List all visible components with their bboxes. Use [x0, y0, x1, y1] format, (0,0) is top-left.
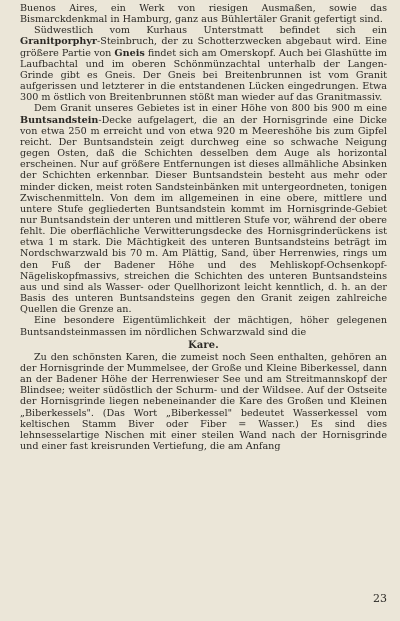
page-number: 23 [373, 592, 387, 605]
text-run: Eine besondere Eigentümlichkeit der mächtigen, höher gelegenen Buntsandsteinmassen im nördlichen Schwarzwald sind die [20, 315, 387, 338]
paragraph [20, 25, 387, 103]
paragraph [20, 352, 387, 452]
text-run: Zu den schönsten Karen, die zumeist noch Seen enthalten, gehören an der Hornisgrinde der Mummelsee, der Große und Kleine Biberkessel, dann an der Badener Höhe der Herrenwieser See und am Streitmannskopf der Blindsee; weiter südöstlich der Schurm- und der Wildsee. Auf der Ostseite der Hornisgrinde liegen nebeneinander die Kare des Großen und Kleinen „Biberkessels". (Das Wort „Biberkessel" bedeutet Wasserkessel vom keltischen Stamm Biver oder Fiber = Wasser.) Es sind dies lehnsesselartige Nischen mit einer steilen Wand nach der Hornisgrinde und einer fast kreisrunden Vertiefung, die am Anfang [20, 351, 387, 453]
text-run: findet sich am Omerskopf. Auch bei Glashütte im Laufbachtal und im oberen Schönmünzachtal unterhalb der Langen-Grinde gibt es Gneis. Der Gneis bei Breitenbrunnen ist vom Granit aufgerissen und letzterer in die entstandenen Lücken eingedrungen. Etwa 300 m östlich von Breitenbrunnen stößt man wieder auf das Granitmassiv. [20, 47, 388, 104]
bold-term: Gneis [114, 47, 145, 59]
paragraph [20, 103, 387, 315]
paragraph [20, 315, 387, 337]
section-heading-kare: Kare. [188, 339, 219, 351]
text-run: -Steinbruch, der zu Schotterzwecken abgebaut wird. Eine größere Partie von [20, 36, 387, 59]
body-text-bottom [20, 352, 387, 452]
paragraph [20, 3, 387, 25]
text-run: Buenos Aires, ein Werk von riesigen Ausmaßen, sowie das Bismarckdenkmal in Hamburg, ganz aus Bühlertäler Granit gefertigt sind. [20, 3, 387, 26]
text-run: Dem Granit unseres Gebietes ist in einer Höhe von 800 bis 900 m eine [34, 103, 387, 115]
bold-term: Buntsandstein [20, 114, 99, 126]
text-run: Südwestlich vom Kurhaus Unterstmatt befindet sich ein [34, 25, 387, 37]
bold-term: Granitporphyr [20, 36, 97, 48]
text-run: -Decke aufgelagert, die an der Hornisgrinde eine Dicke von etwa 250 m erreicht und von etwa 920 m Meereshöhe bis zum Gipfel reicht. Der Buntsandstein zeigt durchweg eine so schwache Neigung gegen Osten, daß die Schichten desselben dem Auge als horizontal erscheinen. Nur auf größere Entfernungen ist dieses allmähliche Absinken der Schichten erkennbar. Dieser Buntsandstein besteht aus mehr oder minder dicken, meist roten Sandsteinbänken mit untergeordneten, tonigen Zwischenmitteln. Von dem im allgemeinen in eine obere, mittlere und untere Stufe gegliederten Buntsandstein kommt im Hornisgrinde-Gebiet nur Buntsandstein der unteren und mittleren Stufe vor, während der obere fehlt. Die oberflächliche Verwitterungsdecke des Hornisgrinderückens ist etwa 1 m stark. Die Mächtigkeit des unteren Buntsandsteins beträgt im Nordschwarzwald bis 70 m. Am Plättig, Sand, über Herrenwies, rings um den Fuß der Badener Höhe und des Mehliskopf-Ochsenkopf-Nägeliskopfmassivs, streichen die Schichten des unteren Buntsandsteins aus und sind als Wasser- oder Quellhorizont leicht kenntlich, d. h. an der Basis des unteren Buntsandsteins gegen den Granit zeigen zahlreiche Quellen die Grenze an. [20, 114, 387, 316]
body-text-top [20, 3, 387, 338]
